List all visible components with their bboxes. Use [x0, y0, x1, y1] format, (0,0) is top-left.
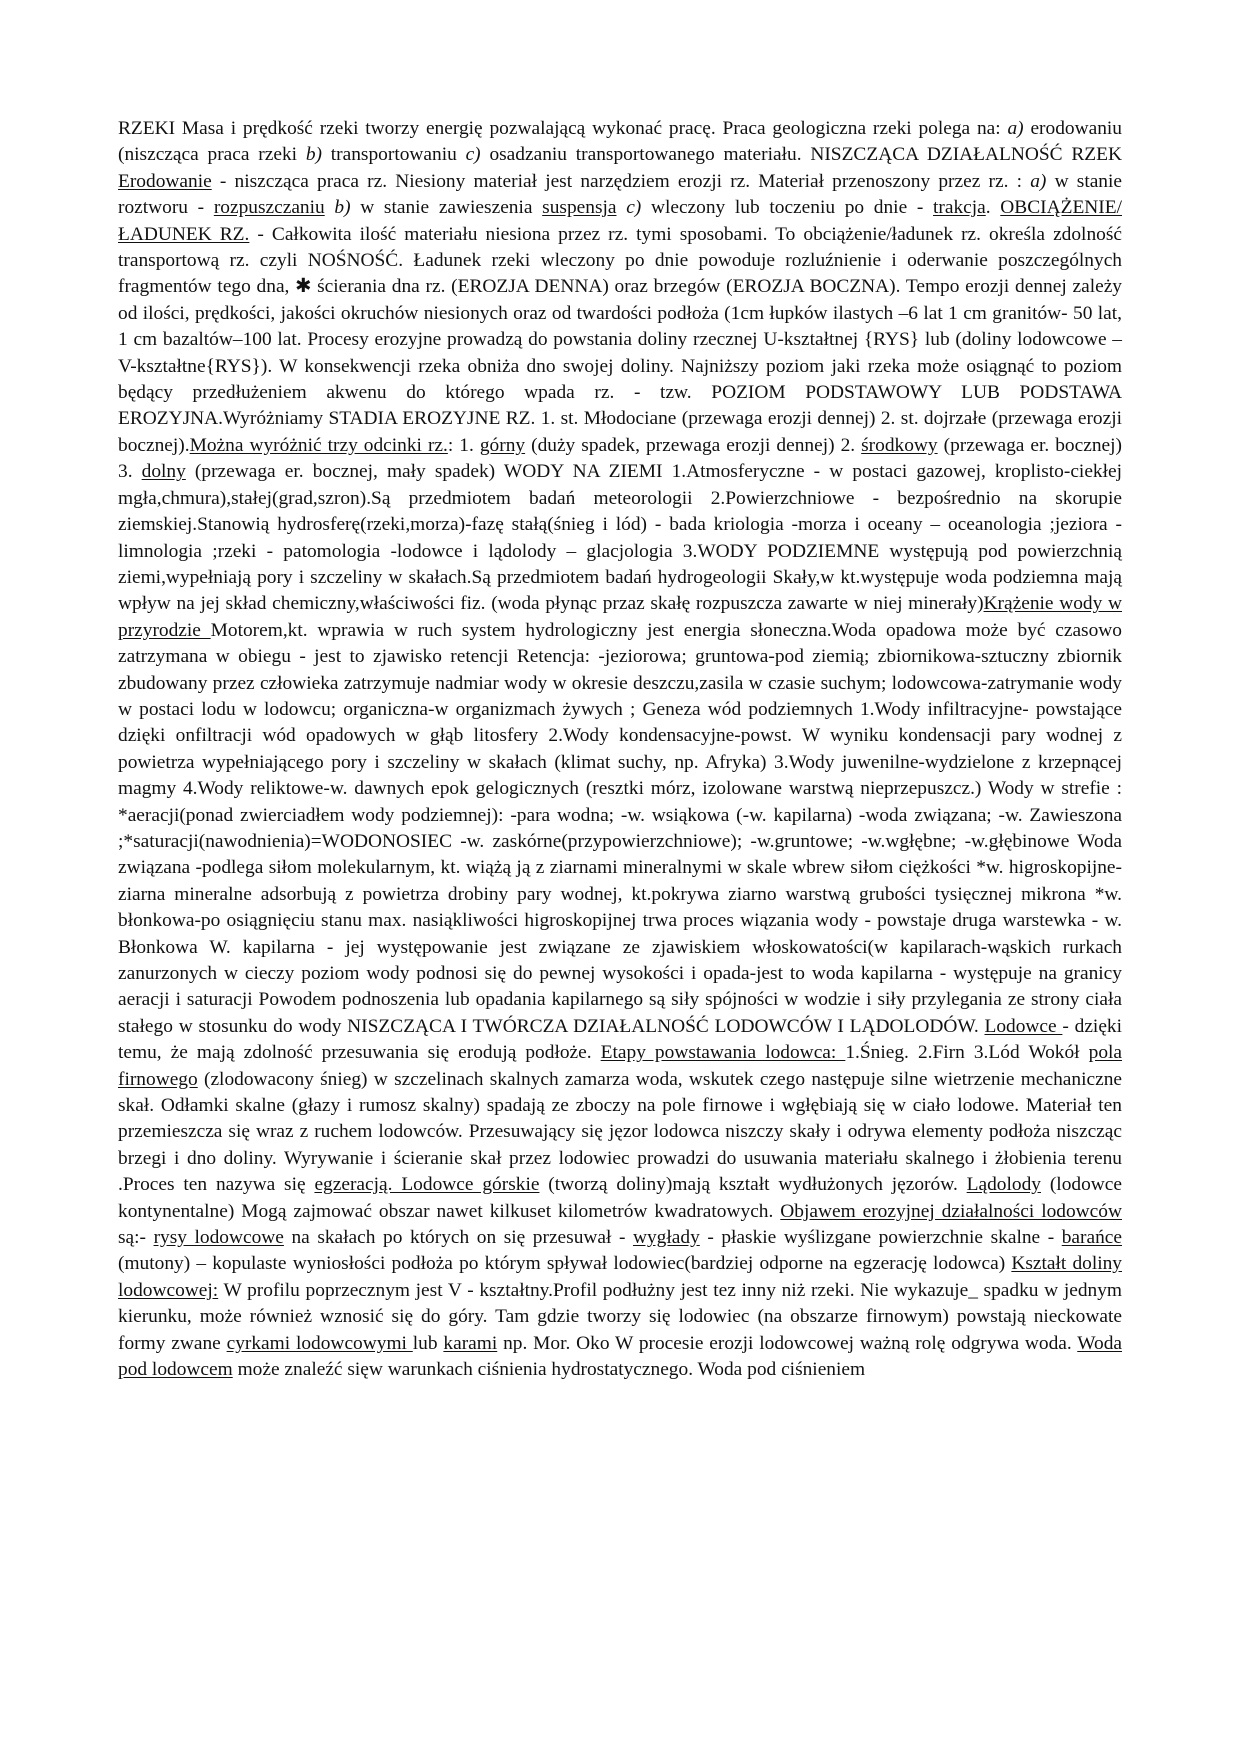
text-run [617, 197, 627, 218]
underlined-term: Kształt doliny lodowcowej: [118, 1253, 1122, 1301]
text-run: - niszcząca praca rz. Niesiony materiał jest narzędziem erozji rz. Materiał przenoszony przez rz. : [211, 170, 1031, 192]
text-run: na skałach po których on się przesuwał - [283, 1227, 633, 1249]
document-page [118, 116, 1122, 1384]
underlined-term: wygłady [632, 1227, 700, 1249]
list-marker: a) [1007, 118, 1024, 139]
text-run: np. Mor. Oko W procesie erozji lodowcowej ważną rolę odgrywa woda. [497, 1332, 1078, 1354]
list-marker: b) [334, 197, 351, 219]
text-run: (lodowce kontynentalne) Mogą zajmować obszar nawet kilkuset kilometrów kwadratowych. [118, 1174, 1122, 1222]
text-run: Motorem,kt. wprawia w ruch system hydrologiczny jest energia słoneczna.Woda opadowa może być czasowo zatrzymana w obiegu - jest to zjawisko retencji Retencja: -jeziorowa; gruntowa-pod ziemią; zbiornikowa-sztuczny zbiornik zbudowany przez człowieka zatrzymuje nadmiar wody w okresie deszczu,zasila w czasie suchym; lodowcowa-zatrymanie wody w postaci lodu w lodowcu; organiczna-w organizmach żywych ; Geneza wód podziemnych 1.Wody infiltracyjne- powstające dzięki onfiltracji wód opadowych w głąb litosfery 2.Wody kondensacyjne-powst. W wyniku kondensacji pary wodnej z powietrza wypełniającego pory i szczeliny w skałach (klimat suchy, np. Afryka) 3.Wody juwenilne-wydzielone z krzepnącej magmy 4.Wody reliktowe-w. dawnych epok gelogicznych (resztki mórz, izolowane warstwą nieprzepuszcz.) Wody w strefie : *aeracji(ponad zwierciadłem wody podziemnej): -para wodna; -w. wsiąkowa (-w. kapilarna) -woda związana; -w. Zawieszona ;*saturacji(nawodnienia)=WODONOSIEC -w. zaskórne(przypowierzchniowe); -w.gruntowe; -w.wgłębne; -w.głębinowe Woda związana -podlega siłom molekularnym, kt. wiążą ją z ziarnami mineralnymi w skale wbrew siłom ciężkości *w. higroskopijne-ziarna mineralne adsorbują z powietrza drobiny pary wodnej, kt.pokrywa ziarno warstwą grubości tysięcznej mikrona *w. błonkowa-po osiągnięciu stanu max. nasiąkliwości higroskopijnej trwa proces wiązania wody - powstaje druga warstewka - w. Błonkowa W. kapilarna - jej występowanie jest związane ze zjawiskiem włoskowatości(w kapilarach-wąskich rurkach zanurzonych w cieczy poziom wody podnosi się do pewnej wysokości i opada-jest to woda kapilarna - występuje na granicy aeracji i saturacji Powodem podnoszenia lub opadania kapilarnego są siły spójności w wodzie i siły przylegania ze strony ciała stałego w stosunku do wody NISZCZĄCA I TWÓRCZA DZIAŁALNOŚĆ LODOWCÓW I LĄDOLODÓW. [118, 619, 1122, 1037]
underlined-term: Krążenie wody w przyrodzie [118, 593, 1122, 641]
underlined-term: Woda pod lodowcem [118, 1332, 1122, 1381]
underlined-term: OBCIĄŻENIE/ŁADUNEK RZ. [118, 197, 1122, 245]
underlined-term: cyrkami lodowcowymi [226, 1332, 413, 1354]
underlined-term: rysy lodowcowe [153, 1227, 284, 1249]
underlined-term: Można wyróżnić trzy odcinki rz. [189, 434, 448, 456]
list-marker: c) [626, 197, 642, 219]
text-run: (zlodowacony śnieg) w szczelinach skalnych zamarza woda, wskutek czego następuje silne wietrzenie mechaniczne skał. Odłamki skalne (głazy i rumosz skalny) spadają ze zboczy na pole firnowe i wgłębiają się w ciało lodowe. Materiał ten przemieszcza się wraz z ruchem lodowców. Przesuwający się jęzor lodowca niszczy skały i odrywa elementy podłoża niszcząc brzegi i dno doliny. Wyrywanie i ścieranie skał przez lodowiec prowadzi do usuwania materiału skalnego i żłobienia terenu .Proces ten nazywa się [118, 1068, 1122, 1196]
underlined-term: karami [443, 1332, 498, 1354]
underlined-term: środkowy [861, 434, 938, 456]
text-run: (przewaga er. bocznej, mały spadek) WODY NA ZIEMI 1.Atmosferyczne - w postaci gazowej, kroplisto-ciekłej mgła,chmura),stałej(grad,szron).Są przedmiotem badań meteorologii 2.Powierzchniowe - bezpośrednio na skorupie ziemskiej.Stanowią hydrosferę(rzeki,morza)-fazę stałą(śnieg i lód) - bada kriologia -morza i oceany – oceanologia ;jeziora - limnologia ;rzeki - patomologia -lodowce i lądolody – glacjologia 3.WODY PODZIEMNE występują pod powierzchnią ziemi,wypełniają pory i szczeliny w skałach.Są przedmiotem badań hydrogeologii Skały,w kt.występuje woda podziemna mają wpływ na jej skład chemiczny,właściwości fiz. (woda płynąc przaz skałę rozpuszcza zawarte w niej minerały) [118, 461, 1122, 615]
text-run: w stanie roztworu - [118, 170, 1122, 219]
text-run: RZEKI Masa i prędkość rzeki tworzy energię pozwalającą wykonać pracę. Praca geologiczna rzeki polega na: [118, 118, 1008, 139]
text-run: - Całkowita ilość materiału niesiona przez rz. tymi sposobami. To obciążenie/ładunek rz. określa zdolność transportową rz. czyli NOŚNOŚĆ. Ładunek rzeki wleczony po dnie powoduje rozluźnienie i oderwanie poszczególnych fragmentów tego dna, ✱ ścierania dna rz. (EROZJA DENNA) oraz brzegów (EROZJA BOCZNA). Tempo erozji dennej zależy od ilości, prędkości, jakości okruchów niesionych oraz od twardości podłoża (1cm łupków ilastych –6 lat 1 cm granitów- 50 lat, 1 cm bazaltów–100 lat. Procesy erozyjne prowadzą do powstania doliny rzecznej U-kształtnej {RYS} lub (doliny lodowcowe – V-kształtne{RYS}). W konsekwencji rzeka obniża dno swojej doliny. Najniższy poziom jaki rzeka może osiągnąć to poziom będący przedłużeniem akwenu do którego wpada rz. - tzw. POZIOM PODSTAWOWY LUB PODSTAWA EROZYJNA.Wyróżniamy STADIA EROZYJNE RZ. 1. st. Młodociane (przewaga erozji dennej) 2. st. dojrzałe (przewaga erozji bocznej). [118, 223, 1122, 456]
underlined-term: rozpuszczaniu [213, 197, 325, 219]
list-marker: a) [1030, 170, 1047, 192]
underlined-term: barańce [1061, 1227, 1122, 1249]
text-run: erodowaniu (niszcząca praca rzeki [118, 118, 1122, 166]
underlined-term: Lądolody [966, 1174, 1041, 1196]
text-run: (przewaga er. bocznej) 3. [118, 434, 1122, 483]
underlined-term: Objawem erozyjnej działalności lodowców [780, 1200, 1122, 1222]
underlined-term: górny [479, 434, 526, 456]
text-run: może znaleźć sięw warunkach ciśnienia hydrostatycznego. Woda pod ciśnieniem [232, 1359, 866, 1381]
list-marker: b) [305, 144, 322, 166]
underlined-term: Erodowanie [118, 170, 212, 192]
underlined-term: dolny [141, 461, 186, 483]
underlined-term: Etapy powstawania lodowca: [600, 1042, 846, 1064]
text-run: - dzięki temu, że mają zdolność przesuwania się erodują podłoże. [118, 1015, 1123, 1064]
text-run: W profilu poprzecznym jest V - kształtny.Profil podłużny jest tez inny niż rzeki. Nie wykazuje_ spadku w jednym kierunku, może również wznosić się do góry. Tam gdzie tworzy się lodowiec (na obszarze firnowym) powstają nieckowate formy zwane [118, 1279, 1122, 1354]
text-run: w stanie zawieszenia [350, 197, 543, 219]
underlined-term: egzeracją. Lodowce górskie [314, 1174, 540, 1196]
text-run: - płaskie wyślizgane powierzchnie skalne - [699, 1227, 1062, 1249]
text-run: transportowaniu [321, 144, 466, 166]
text-run: lub [412, 1332, 444, 1354]
text-run: . [985, 197, 1001, 219]
text-run: są:- [118, 1227, 154, 1249]
list-marker: c) [465, 144, 481, 166]
underlined-term: trakcja [933, 197, 986, 219]
text-run: (tworzą doliny)mają kształt wydłużonych jęzorów. [539, 1174, 967, 1196]
text-run: osadzaniu transportowanego materiału. NISZCZĄCA DZIAŁALNOŚĆ RZEK [480, 144, 1122, 166]
document-text [118, 116, 1122, 1384]
text-run [325, 197, 335, 218]
underlined-term: pola firnowego [118, 1042, 1123, 1090]
underlined-term: Lodowce [984, 1015, 1063, 1037]
text-run: 1.Śnieg. 2.Firn 3.Lód Wokół [845, 1042, 1089, 1064]
text-run: (duży spadek, przewaga erozji dennej) 2. [525, 434, 862, 456]
text-run: : 1. [447, 434, 480, 456]
text-run: wleczony lub toczeniu po dnie - [641, 197, 933, 219]
text-run: (mutony) – kopulaste wyniosłości podłoża po którym spływał lodowiec(bardziej odporne na egzerację lodowca) [118, 1253, 1012, 1275]
underlined-term: suspensja [542, 197, 617, 219]
